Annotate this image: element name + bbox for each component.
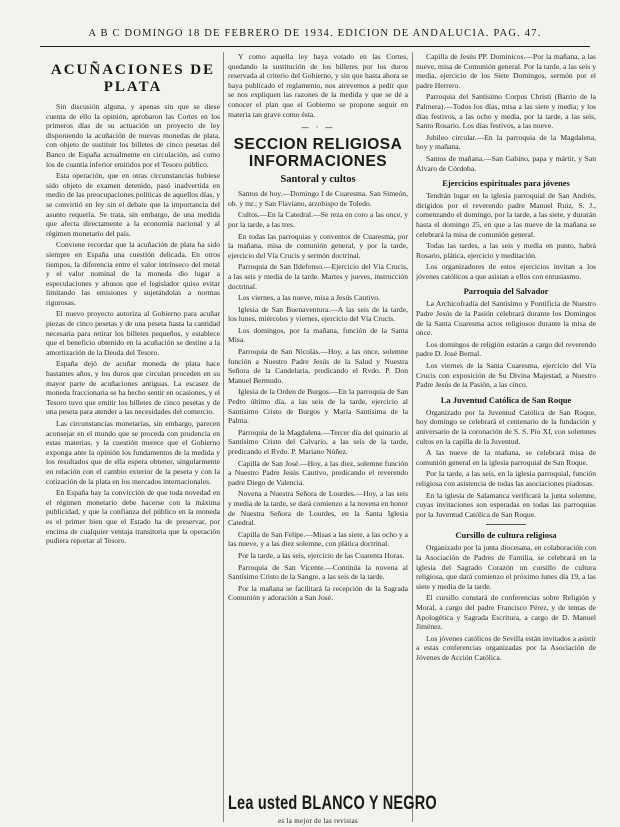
paragraph: Parroquia de San Nicolás.—Hoy, a las once, solemne función a Nuestro Padre Jesús de la Salud y Nuestra Señora de la Candelaria, predicando el Rvdo. P. Don Manuel Bermudo. bbox=[228, 347, 408, 385]
subhead-salvador: Parroquia del Salvador bbox=[463, 286, 549, 297]
paragraph: Por la tarde, a las seis, ejercicio de las Cuarenta Horas. bbox=[238, 550, 405, 560]
paragraph: Capilla de Jesús PP. Dominicos.—Por la mañana, a las nueve, misa de Comunión general. Por la tarde, a las seis y media, ejercicio de los Siete Domingos, sermón por el padre Herrero. bbox=[416, 52, 596, 90]
paragraph: Los organizadores de estos ejercicios invitan a los jóvenes católicos a que asistan a ellos con entusiasmo. bbox=[416, 262, 596, 281]
paragraph: Jubileo circular.—En la parroquia de la Magdalena, hoy y mañana. bbox=[416, 132, 596, 152]
paragraph: A las nueve de la mañana, se celebrará misa de comunión general en la iglesia parroquial de San Roque. bbox=[416, 448, 596, 467]
paragraph: La Archicofradía del Santísimo y Pontificia de Nuestro Padre Jesús de la Pasión celebrará durante los Domingos de la Santa Cuaresma actos religiosos durante la misa de once. bbox=[416, 299, 596, 338]
ad-tagline: es la mejor de las revistas bbox=[278, 817, 358, 825]
article-title-acunaciones: ACUÑACIONES DE PLATA bbox=[50, 62, 216, 95]
subhead-cursillo: Cursillo de cultura religiosa bbox=[455, 530, 557, 541]
header-rule bbox=[40, 46, 590, 47]
paragraph: Los viernes, a las nueve, misa a Jesús Cautivo. bbox=[238, 293, 380, 303]
paragraph: Organizado por la Juventud Católica de San Roque, hoy domingo se celebrará el centenario de la fundación y aniversario de la coronación de S. S. Pío XI, con solemnes cultos en la capilla de la Juventud. bbox=[416, 407, 596, 446]
paragraph: Todas las tardes, a las seis y media en punto, habrá Rosario, plática, ejercicio y meditación. bbox=[416, 241, 596, 260]
divider bbox=[486, 524, 526, 525]
paragraph: Conviene recordar que la acuñación de plata ha sido siempre en España una cuestión delicada. En otros tiempos, la diferencia entre el valor intrínseco del metal y el valor nominal de la moneda dio lugar a especulaciones y abusos que el legislador quiso evitar limitando las emisiones y sujetándolas a normas rigurosas. bbox=[46, 240, 220, 307]
column-middle bbox=[228, 52, 408, 822]
paragraph: En la iglesia de Salamanca verificará la junta solemne, cuyas invitaciones son esperadas en todas las parroquias por la Juventud Católica de San Roque. bbox=[416, 490, 596, 519]
paragraph: Iglesia de la Orden de Burgos.—En la parroquia de San Pedro último día, a las seis de la tarde, ejercicio al Santísimo Cristo de Burgos y María Santísima de la Palma. bbox=[228, 387, 408, 426]
paragraph: Las circunstancias monetarias, sin embargo, parecen aconsejar en el mundo que se proceda con prudencia en estas materias, y la cuestión merece que el Gobierno exponga ante la opinión los fundamentos de la medida y los resultados que de ella espera obtener, singularmente en relación con el cambio exterior de la peseta y con la cotización de la plata en los mercados internacionales. bbox=[46, 419, 220, 486]
paragraph: Parroquia de la Magdalena.—Tercer día del quinario al Santísimo Cristo del Calvario, a las seis de la tarde, predicando el Rvdo. P. Mariano Núñez. bbox=[228, 427, 408, 456]
column-right bbox=[416, 52, 596, 822]
juventud-body bbox=[416, 408, 596, 520]
paragraph: España dejó de acuñar moneda de plata hace bastantes años, y los duros que circulan proceden en su mayor parte de acuñaciones antiguas. La escasez de moneda fraccionaria se ha hecho sentir en ocasiones, y el Tesoro tuvo que emitir los billetes de cinco pesetas y de una peseta para atender a las necesidades del comercio. bbox=[46, 359, 220, 417]
paragraph: Por la mañana se facilitará la recepción de la Sagrada Comunión y adoración a San José. bbox=[228, 583, 408, 603]
paragraph: Cultos.—En la Catedral.—Se reza en coro a las once, y por la tarde, a las tres. bbox=[228, 210, 408, 229]
paragraph: El nuevo proyecto autoriza al Gobierno para acuñar piezas de cinco pesetas y de una peseta hasta la cantidad necesaria para retirar los billetes pequeños, y establece que el beneficio obtenido en la acuñación se destine a la amortización de la Deuda del Tesoro. bbox=[46, 309, 220, 357]
paragraph: Iglesia de San Buenaventura.—A las seis de la tarde, los lunes, miércoles y viernes, ejercicio del Vía Crucis. bbox=[228, 304, 408, 324]
subhead-juventud: La Juventud Católica de San Roque bbox=[440, 394, 572, 405]
paragraph: El cursillo constará de conferencias sobre Religión y Moral, a cargo del padre Francisco Pérez, y de temas de Apologética y Sagrada Escritura, a cargo de D. Manuel Jiménez. bbox=[416, 593, 596, 632]
paragraph: En todas las parroquias y conventos de Cuaresma, por la mañana, misa de comunión general, y por la tarde, ejercicio del Vía Crucis y sermón doctrinal. bbox=[228, 231, 408, 260]
paragraph: Santos de hoy.—Domingo I de Cuaresma. San Simeón, ob. y mr.; y San Flaviano, arzobispo de Toledo. bbox=[228, 189, 408, 208]
paragraph: Capilla de San José.—Hoy, a las diez, solemne función a Nuestro Padre Jesús Cautivo, predicando el reverendo padre Diego de Valencia. bbox=[228, 458, 408, 487]
column-left bbox=[46, 52, 220, 822]
paragraph: Organizado por la junta diocesana, en colaboración con la Asociación de Padres de Familia, se celebrará en la iglesia del Sagrado Corazón un cursillo de cultura religiosa, que dará comienzo el próximo lunes día 19, a las siete y media de la tarde. bbox=[416, 543, 596, 591]
paragraph: Capilla de San Felipe.—Misas a las siete, a las ocho y a las nueve, y a las diez solemne, con plática doctrinal. bbox=[228, 529, 408, 549]
subhead-santoral: Santoral y cultos bbox=[280, 174, 356, 186]
cursillo-body bbox=[416, 543, 596, 662]
paragraph: Esta operación, que en otras circunstancias hubiese sido objeto de examen detenido, pasó inadvertida en medio de las preocupaciones políticas de aquellos días, y se convirtió en ley sin el debate que la importancia del asunto requería. Se trata, sin embargo, de una medida que afecta directamente a la economía nacional y al régimen monetario del país. bbox=[46, 171, 220, 238]
subhead-ejercicios: Ejercicios espirituales para jóvenes bbox=[442, 178, 570, 189]
paragraph: Tendrán lugar en la iglesia parroquial de San Andrés, dirigidos por el reverendo padre Manuel Ruiz, S. J., comenzando el domingo, por la tarde, a las siete, y durarán hasta el domingo 25, en que a las nueve de la mañana se celebrará la misa de comunión general. bbox=[416, 191, 596, 239]
article-continuation bbox=[228, 52, 408, 119]
paragraph: Parroquia de San Ildefonso.—Ejercicio del Vía Crucis, a las seis y media de la tarde. Martes y jueves, instrucción doctrinal. bbox=[228, 262, 408, 291]
cultos-continuation bbox=[416, 52, 596, 173]
paragraph: Parroquia de San Vicente.—Continúa la novena al Santísimo Cristo de la Sangre, a las seis de la tarde. bbox=[228, 562, 408, 582]
paragraph: Santos de mañana.—San Gabino, papa y mártir, y San Álvaro de Córdoba. bbox=[416, 153, 596, 173]
advertisement-blanco-y-negro bbox=[228, 790, 437, 826]
salvador-body bbox=[416, 299, 596, 389]
paragraph: Los jóvenes católicos de Sevilla están invitados a asistir a estas conferencias organizadas por la Asociación de Jóvenes de Acción Católica. bbox=[416, 633, 596, 662]
ad-headline: Lea usted BLANCO Y NEGRO bbox=[228, 793, 437, 815]
paragraph: Los viernes de la Santa Cuaresma, ejercicio del Vía Crucis con exposición de Su Divina Majestad, a Nuestro Padre Jesús de la Pasión, a las cinco. bbox=[416, 361, 596, 390]
column-divider-2 bbox=[412, 52, 413, 822]
santoral-body bbox=[228, 189, 408, 603]
article-body-acunaciones bbox=[46, 102, 220, 546]
paragraph: Por la tarde, a las seis, en la iglesia parroquial, función religiosa con asistencia de todas las asociaciones piadosas. bbox=[416, 469, 596, 488]
paragraph: En España hay la convicción de que toda novedad en el régimen monetario debe hacerse con la máxima publicidad, y que la confianza del público en la moneda es el primer bien que el Estado ha de preservar, por encima de cualquier ventaja transitoria que la operación pudiera reportar al Tesoro. bbox=[46, 488, 220, 546]
paragraph: Novena a Nuestra Señora de Lourdes.—Hoy, a las seis y media de la tarde, se dará comienzo a la novena en honor de Nuestra Señora de Lourdes, en la Santa Iglesia Catedral. bbox=[228, 489, 408, 528]
section-title-religiosa: SECCION RELIGIOSA INFORMACIONES bbox=[233, 136, 403, 171]
paragraph: Los domingos, por la mañana, función de la Santa Misa. bbox=[228, 325, 408, 345]
paragraph: Sin discusión alguna, y apenas sin que se diese cuenta de ello la opinión, aprobaron las Cortes en los primeros días de su actuación un proyecto de ley disponiendo la acuñación de nuevas monedas de plata, con objeto de sustituir los billetes de cinco pesetas del Banco de España actualmente en circulación, así como los de cuantía inferior emitidos por el Tesoro público. bbox=[46, 102, 220, 169]
paragraph: Los domingos de religión estarán a cargo del reverendo padre D. José Bernal. bbox=[416, 339, 596, 359]
page-header: A B C DOMINGO 18 DE FEBRERO DE 1934. EDICION DE ANDALUCIA. PAG. 47. bbox=[88, 28, 542, 39]
ejercicios-body bbox=[416, 191, 596, 281]
column-divider-1 bbox=[223, 52, 224, 822]
paragraph: Y como aquella ley haya votado en las Cortes, quedando la sustitución de los billetes por los duros reservada al criterio del Gobierno, y sin que hasta ahora se haya publicado el reglamento, nos atrevemos a pedir que se nos expliquen las razones de la medida y que se dé a conocer el plan que el Gobierno se propone seguir en materia tan grave como ésta. bbox=[228, 52, 408, 119]
separator: — · — bbox=[301, 123, 335, 133]
paragraph: Parroquia del Santísimo Corpus Christi (Barrio de la Palmera).—Todos los días, misa a las siete y media; y los días festivos, a las ocho y media, por la tarde, a las seis, Santo Rosario. Los días festivos, a las nueve. bbox=[416, 92, 596, 131]
